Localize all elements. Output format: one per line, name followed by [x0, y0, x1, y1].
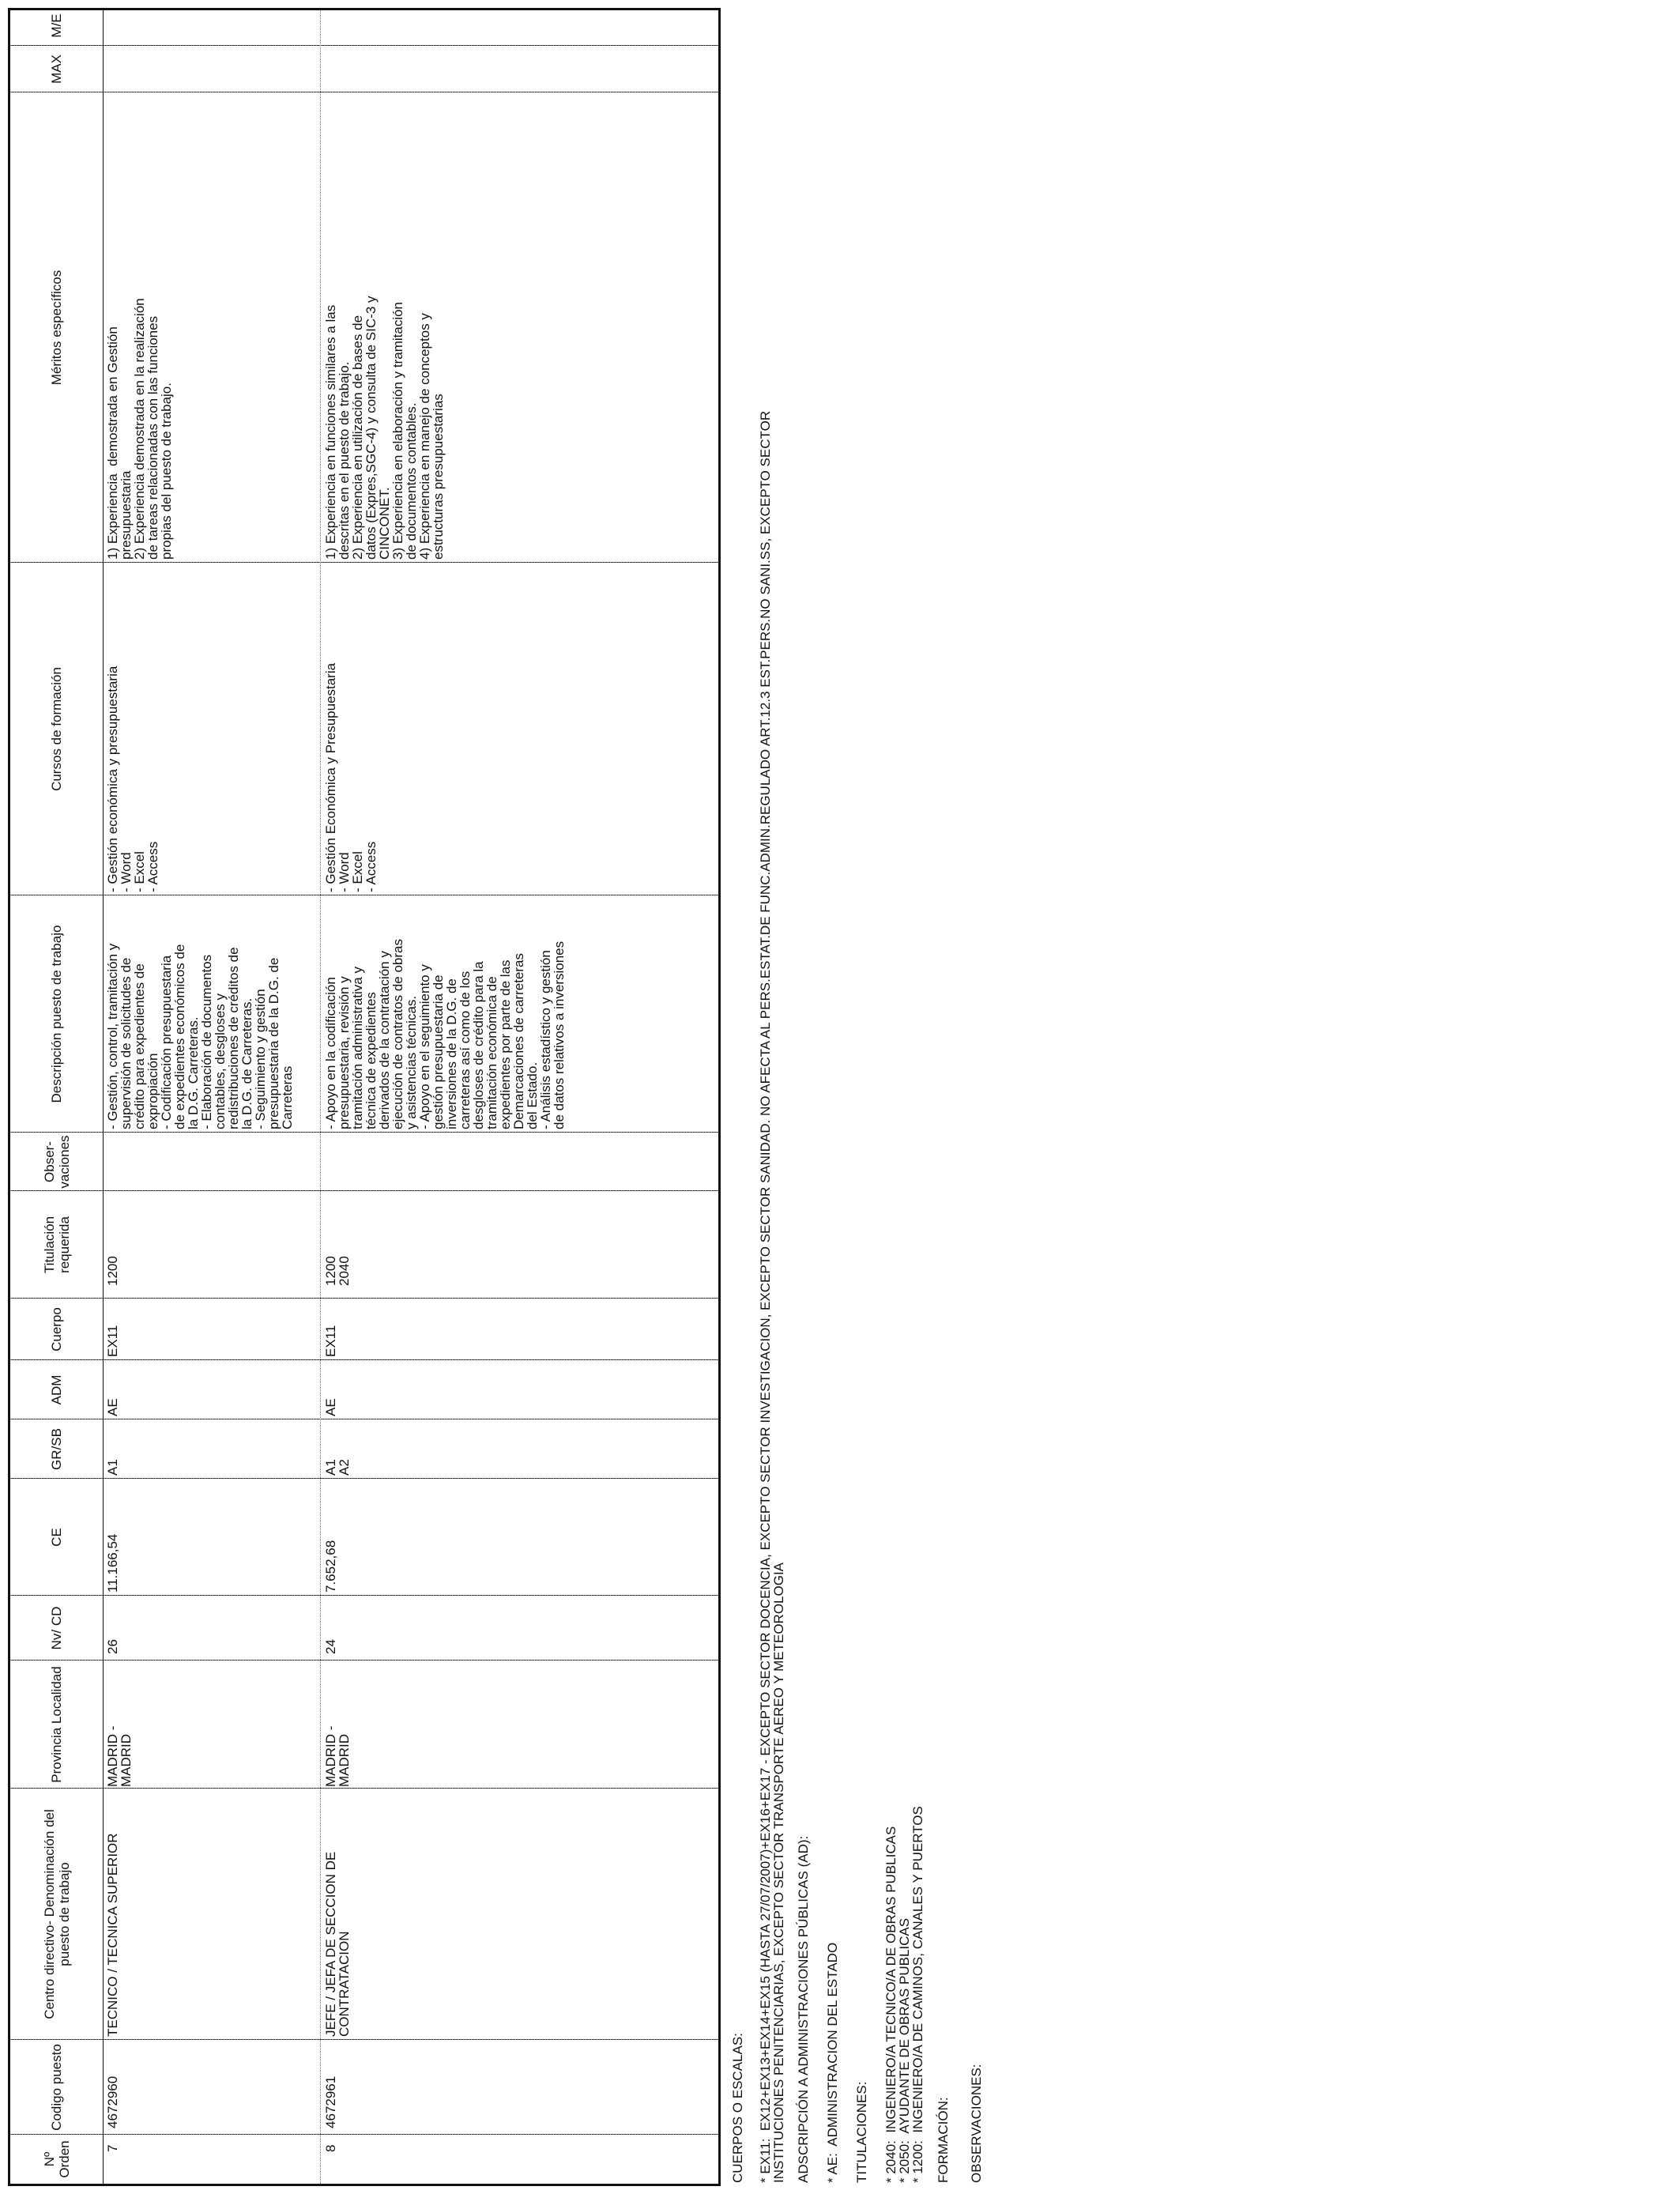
row2-cursos: - Gestión Económica y Presupuestaria - Word - Excel - Access [323, 662, 379, 892]
row2-descripcion: - Apoyo en la codificación presupuestaria, revisión y tramitación administrativa y técnica de expedientes derivados de la contratación y ejecución de contratos de obras y asistencias técnicas. - Apoyo en el seguimiento y gestión presupuestaria de inversiones de la D.G. de carreteras así como de los desgloses de crédito para la tramitación económica de expedientes por parte de las Demarcaciones de carreteras del Estado. - Análisis estadístico y gestión de datos relativos a inversiones [323, 939, 567, 1129]
row1-provincia: MADRID - MADRID [105, 1725, 134, 1787]
header-meritos: Méritos específicos [49, 270, 64, 386]
row2-meritos: 1) Experiencia en funciones similares a las descritas en el puesto de trabajo. 2) Experiencia en utilización de bases de datos (Expres,SGC-4) y consulta de SIC-3 y CINCONET. 3) Experiencia en elaboración y tramitación de documentos contables. 4) Experiencia en manejo de conceptos y estructuras presupuestarias [323, 296, 446, 560]
adscripcion-title: ADSCRIPCIÓN A ADMINISTRACIONES PÚBLICAS (AD): [796, 1835, 811, 2183]
row1-nivel: 26 [105, 1639, 120, 1654]
row1-titulacion: 1200 [105, 1256, 120, 1286]
titulaciones-title: TITULACIONES: [854, 2081, 869, 2183]
row1-meritos: 1) Experiencia demostrada en Gestión presupuestaria 2) Experiencia demostrada en la realización de tareas relacionadas con las funciones propias del puesto de trabajo. [105, 298, 174, 560]
positions-table [8, 8, 721, 2186]
row1-cursos: - Gestión económica y presupuestaria - Word - Excel - Access [105, 665, 160, 892]
row2-ce: 7.652,68 [323, 1540, 338, 1593]
row1-orden: 7 [105, 2144, 120, 2152]
footnotes [731, 49, 983, 2183]
header-centro: Centro directivo- Denominación del puesto de trabajo [41, 1809, 72, 2019]
header-provincia: Provincia Localidad [49, 1666, 64, 1783]
header-descripcion: Descripción puesto de trabajo [49, 925, 64, 1103]
adscripcion-text: * AE: ADMINISTRACION DEL ESTADO [825, 1942, 840, 2183]
header-adm: ADM [49, 1374, 64, 1405]
cuerpos-text: * EX11: EX12+EX13+EX14+EX15 (HASTA 27/07/2007)+EX16+EX17 - EXCEPTO SECTOR DOCENCIA, EXCEPTO SECTOR INVESTIGACION, EXCEPTO SECTOR SANIDAD. NO AFECTA AL PERS.ESTAT.DE FUNC.ADMIN.REGULADO ART.12.3 EST.PERS.NO SANI.SS, EXCEPTO SECTOR INSTITUCIONES PENITENCIARIAS, EXCEPTO SECTOR TRANSPORTE AEREO Y METEOROLOGIA [758, 410, 786, 2183]
row1-cuerpo: EX11 [105, 1325, 120, 1357]
formacion-title: FORMACIÓN: [936, 2097, 951, 2183]
row1-descripcion: - Gestión, control, tramitación y supervisión de solicitudes de crédito para expedientes de expropiación - Codificación presupuestaria de expedientes económicos de la D.G. Carreteras. - Elaboración de documentos contables, desgloses y redistribuciones de créditos de la D.G. de Carreteras. - Seguimiento y gestión presupuestaria de la D.G. de Carreteras [105, 943, 295, 1129]
row2-grupo: A1 A2 [323, 1459, 352, 1476]
titulaciones-text: * 2040: INGENIERO/A TECNICO/A DE OBRAS PUBLICAS * 2050: AYUDANTE DE OBRAS PUBLICAS * 1200: INGENIERO/A DE CAMINOS, CANALES Y PUERTOS [883, 1806, 925, 2183]
row2-cuerpo: EX11 [323, 1325, 338, 1357]
row2-codigo: 4672961 [323, 2075, 338, 2128]
observaciones-title: OBSERVACIONES: [969, 2064, 984, 2183]
header-ce: CE [49, 1528, 64, 1547]
row1-grupo: A1 [105, 1459, 120, 1476]
header-cuerpo: Cuerpo [49, 1307, 64, 1351]
row1-ce: 11.166,54 [105, 1533, 120, 1593]
header-me: M/E [49, 13, 64, 38]
header-grupo: GR/SB [49, 1428, 64, 1470]
row2-titulacion: 1200 2040 [323, 1256, 352, 1286]
row2-denominacion: JEFE / JEFA DE SECCION DE CONTRATACION [323, 1851, 352, 2037]
header-orden: Nº Orden [41, 2140, 72, 2178]
row1-denominacion: TECNICO / TECNICA SUPERIOR [105, 1833, 120, 2037]
row2-adm: AE [323, 1398, 338, 1416]
header-observaciones: Obser- vaciones [41, 1135, 72, 1189]
row1-codigo: 4672960 [105, 2075, 120, 2128]
header-codigo: Codigo puesto [49, 2044, 64, 2131]
row2-provincia: MADRID - MADRID [323, 1725, 352, 1787]
cuerpos-title: CUERPOS O ESCALAS: [730, 2033, 745, 2183]
row1-adm: AE [105, 1398, 120, 1416]
header-nivel: Nv/ CD [49, 1606, 64, 1650]
row2-nivel: 24 [323, 1639, 338, 1654]
header-max: MAX [49, 55, 64, 84]
header-cursos: Cursos de formación [49, 667, 64, 791]
row2-orden: 8 [323, 2144, 338, 2152]
header-titulacion: Titulación requerida [41, 1216, 72, 1274]
